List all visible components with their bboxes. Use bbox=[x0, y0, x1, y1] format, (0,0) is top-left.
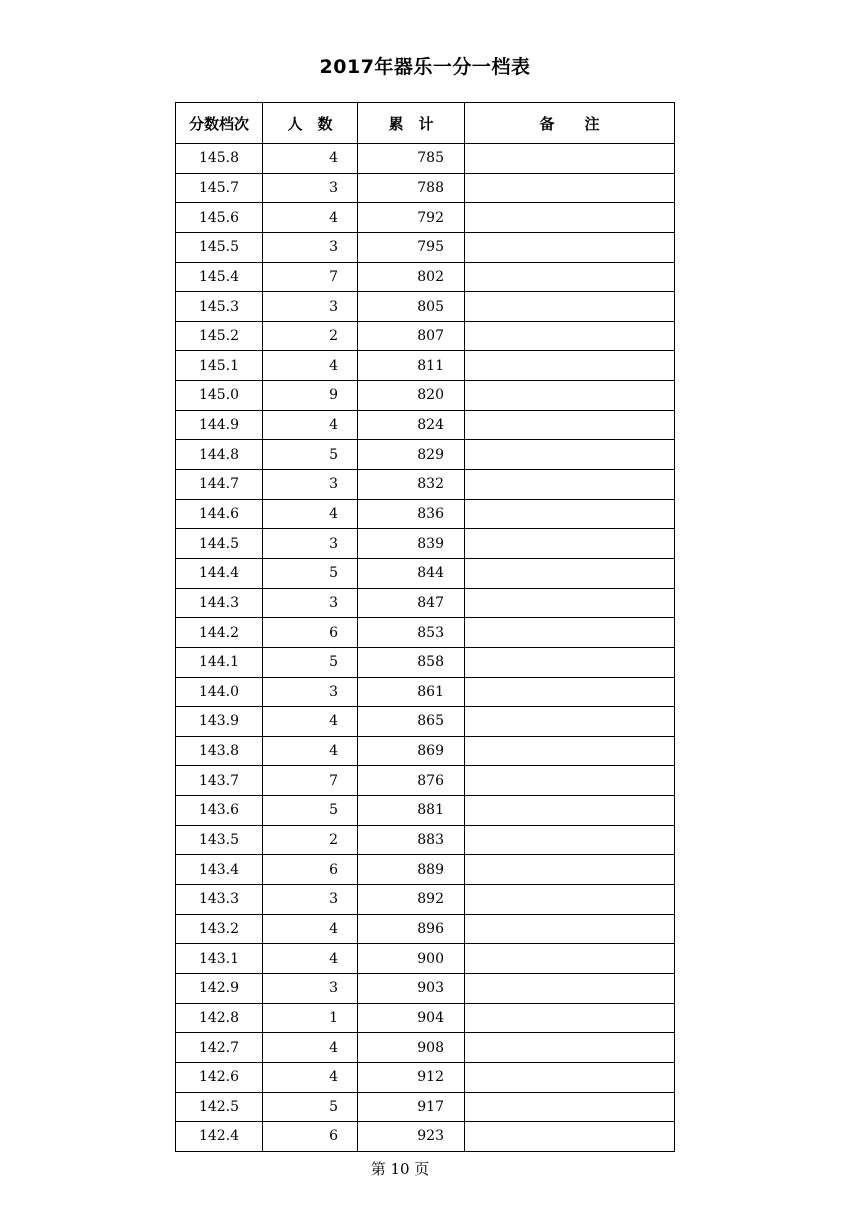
count-cell: 3 bbox=[263, 470, 358, 500]
cumulative-cell: 839 bbox=[358, 529, 465, 559]
count-cell: 2 bbox=[263, 825, 358, 855]
header-count bbox=[263, 103, 358, 144]
table-row bbox=[176, 677, 675, 707]
cumulative-cell: 881 bbox=[358, 796, 465, 826]
note-cell bbox=[465, 647, 675, 677]
count-cell: 6 bbox=[263, 618, 358, 648]
count-cell: 4 bbox=[263, 1062, 358, 1092]
score-cell: 144.6 bbox=[176, 499, 263, 529]
count-cell: 3 bbox=[263, 677, 358, 707]
table-body bbox=[176, 144, 675, 1152]
count-cell: 3 bbox=[263, 973, 358, 1003]
score-cell: 144.3 bbox=[176, 588, 263, 618]
cumulative-cell: 865 bbox=[358, 707, 465, 737]
note-cell bbox=[465, 796, 675, 826]
note-cell bbox=[465, 173, 675, 203]
score-cell: 144.2 bbox=[176, 618, 263, 648]
count-cell: 4 bbox=[263, 707, 358, 737]
score-cell: 143.9 bbox=[176, 707, 263, 737]
note-cell bbox=[465, 1092, 675, 1122]
header-cumulative-label: 累 计 bbox=[388, 114, 434, 133]
cumulative-cell: 836 bbox=[358, 499, 465, 529]
table-row bbox=[176, 1122, 675, 1152]
cumulative-cell: 807 bbox=[358, 321, 465, 351]
table-row bbox=[176, 351, 675, 381]
cumulative-cell: 792 bbox=[358, 203, 465, 233]
count-cell: 3 bbox=[263, 529, 358, 559]
table-row bbox=[176, 499, 675, 529]
table-row bbox=[176, 588, 675, 618]
note-cell bbox=[465, 855, 675, 885]
note-cell bbox=[465, 292, 675, 322]
cumulative-cell: 820 bbox=[358, 381, 465, 411]
header-note-label: 备 注 bbox=[539, 114, 600, 133]
score-cell: 143.8 bbox=[176, 736, 263, 766]
table-row bbox=[176, 825, 675, 855]
note-cell bbox=[465, 766, 675, 796]
note-cell bbox=[465, 440, 675, 470]
cumulative-cell: 904 bbox=[358, 1003, 465, 1033]
table-row bbox=[176, 321, 675, 351]
table-row bbox=[176, 1003, 675, 1033]
header-cumulative bbox=[358, 103, 465, 144]
note-cell bbox=[465, 618, 675, 648]
score-cell: 142.5 bbox=[176, 1092, 263, 1122]
cumulative-cell: 883 bbox=[358, 825, 465, 855]
header-count-label: 人 数 bbox=[287, 114, 333, 133]
cumulative-cell: 889 bbox=[358, 855, 465, 885]
count-cell: 4 bbox=[263, 499, 358, 529]
cumulative-cell: 917 bbox=[358, 1092, 465, 1122]
note-cell bbox=[465, 944, 675, 974]
count-cell: 4 bbox=[263, 944, 358, 974]
note-cell bbox=[465, 1033, 675, 1063]
table-row bbox=[176, 973, 675, 1003]
note-cell bbox=[465, 914, 675, 944]
score-cell: 145.4 bbox=[176, 262, 263, 292]
count-cell: 9 bbox=[263, 381, 358, 411]
table-row bbox=[176, 855, 675, 885]
cumulative-cell: 832 bbox=[358, 470, 465, 500]
note-cell bbox=[465, 499, 675, 529]
note-cell bbox=[465, 588, 675, 618]
cumulative-cell: 824 bbox=[358, 410, 465, 440]
cumulative-cell: 900 bbox=[358, 944, 465, 974]
table-row bbox=[176, 440, 675, 470]
table-row bbox=[176, 796, 675, 826]
table-header bbox=[176, 103, 675, 144]
page-title: 2017年器乐一分一档表 bbox=[319, 56, 531, 78]
table-row bbox=[176, 529, 675, 559]
count-cell: 4 bbox=[263, 410, 358, 440]
count-cell: 4 bbox=[263, 1033, 358, 1063]
score-cell: 143.7 bbox=[176, 766, 263, 796]
cumulative-cell: 829 bbox=[358, 440, 465, 470]
cumulative-cell: 903 bbox=[358, 973, 465, 1003]
note-cell bbox=[465, 1062, 675, 1092]
note-cell bbox=[465, 410, 675, 440]
score-cell: 143.4 bbox=[176, 855, 263, 885]
table-row bbox=[176, 1092, 675, 1122]
score-cell: 142.9 bbox=[176, 973, 263, 1003]
score-cell: 143.2 bbox=[176, 914, 263, 944]
note-cell bbox=[465, 232, 675, 262]
cumulative-cell: 869 bbox=[358, 736, 465, 766]
table-row bbox=[176, 203, 675, 233]
table-row bbox=[176, 292, 675, 322]
note-cell bbox=[465, 321, 675, 351]
score-cell: 142.6 bbox=[176, 1062, 263, 1092]
table-row bbox=[176, 470, 675, 500]
table-row bbox=[176, 558, 675, 588]
note-cell bbox=[465, 381, 675, 411]
cumulative-cell: 844 bbox=[358, 558, 465, 588]
cumulative-cell: 802 bbox=[358, 262, 465, 292]
table-row bbox=[176, 381, 675, 411]
count-cell: 4 bbox=[263, 203, 358, 233]
score-cell: 145.6 bbox=[176, 203, 263, 233]
score-cell: 143.6 bbox=[176, 796, 263, 826]
note-cell bbox=[465, 470, 675, 500]
note-cell bbox=[465, 1003, 675, 1033]
score-cell: 145.5 bbox=[176, 232, 263, 262]
cumulative-cell: 858 bbox=[358, 647, 465, 677]
score-cell: 144.5 bbox=[176, 529, 263, 559]
note-cell bbox=[465, 144, 675, 174]
table-row bbox=[176, 914, 675, 944]
score-cell: 142.8 bbox=[176, 1003, 263, 1033]
table-row bbox=[176, 173, 675, 203]
table-row bbox=[176, 1062, 675, 1092]
count-cell: 3 bbox=[263, 885, 358, 915]
score-cell: 143.5 bbox=[176, 825, 263, 855]
table-row bbox=[176, 262, 675, 292]
cumulative-cell: 896 bbox=[358, 914, 465, 944]
count-cell: 4 bbox=[263, 144, 358, 174]
table-row bbox=[176, 707, 675, 737]
note-cell bbox=[465, 736, 675, 766]
score-cell: 145.8 bbox=[176, 144, 263, 174]
table-row bbox=[176, 736, 675, 766]
cumulative-cell: 892 bbox=[358, 885, 465, 915]
cumulative-cell: 876 bbox=[358, 766, 465, 796]
table-row bbox=[176, 618, 675, 648]
count-cell: 5 bbox=[263, 796, 358, 826]
count-cell: 1 bbox=[263, 1003, 358, 1033]
cumulative-cell: 788 bbox=[358, 173, 465, 203]
table-row bbox=[176, 410, 675, 440]
table-row bbox=[176, 944, 675, 974]
count-cell: 2 bbox=[263, 321, 358, 351]
score-cell: 145.0 bbox=[176, 381, 263, 411]
score-cell: 144.4 bbox=[176, 558, 263, 588]
table-row bbox=[176, 232, 675, 262]
score-cell: 142.7 bbox=[176, 1033, 263, 1063]
cumulative-cell: 923 bbox=[358, 1122, 465, 1152]
score-cell: 143.3 bbox=[176, 885, 263, 915]
score-cell: 145.2 bbox=[176, 321, 263, 351]
note-cell bbox=[465, 707, 675, 737]
score-cell: 144.9 bbox=[176, 410, 263, 440]
score-cell: 144.1 bbox=[176, 647, 263, 677]
cumulative-cell: 861 bbox=[358, 677, 465, 707]
note-cell bbox=[465, 203, 675, 233]
table-row bbox=[176, 144, 675, 174]
score-cell: 144.0 bbox=[176, 677, 263, 707]
cumulative-cell: 805 bbox=[358, 292, 465, 322]
note-cell bbox=[465, 351, 675, 381]
score-cell: 143.1 bbox=[176, 944, 263, 974]
count-cell: 5 bbox=[263, 1092, 358, 1122]
table-row bbox=[176, 1033, 675, 1063]
count-cell: 3 bbox=[263, 292, 358, 322]
count-cell: 6 bbox=[263, 1122, 358, 1152]
cumulative-cell: 847 bbox=[358, 588, 465, 618]
count-cell: 4 bbox=[263, 351, 358, 381]
header-row bbox=[176, 103, 675, 144]
page-number: 第 10 页 bbox=[370, 1160, 430, 1178]
score-table bbox=[175, 102, 675, 1152]
cumulative-cell: 853 bbox=[358, 618, 465, 648]
note-cell bbox=[465, 973, 675, 1003]
count-cell: 6 bbox=[263, 855, 358, 885]
count-cell: 3 bbox=[263, 588, 358, 618]
count-cell: 4 bbox=[263, 736, 358, 766]
cumulative-cell: 908 bbox=[358, 1033, 465, 1063]
score-cell: 145.7 bbox=[176, 173, 263, 203]
table-row bbox=[176, 647, 675, 677]
table-row bbox=[176, 766, 675, 796]
cumulative-cell: 811 bbox=[358, 351, 465, 381]
count-cell: 7 bbox=[263, 766, 358, 796]
count-cell: 7 bbox=[263, 262, 358, 292]
note-cell bbox=[465, 529, 675, 559]
count-cell: 4 bbox=[263, 914, 358, 944]
note-cell bbox=[465, 1122, 675, 1152]
score-cell: 145.3 bbox=[176, 292, 263, 322]
count-cell: 5 bbox=[263, 647, 358, 677]
header-note bbox=[465, 103, 675, 144]
table-row bbox=[176, 885, 675, 915]
count-cell: 3 bbox=[263, 173, 358, 203]
note-cell bbox=[465, 885, 675, 915]
count-cell: 3 bbox=[263, 232, 358, 262]
score-cell: 144.8 bbox=[176, 440, 263, 470]
note-cell bbox=[465, 558, 675, 588]
note-cell bbox=[465, 262, 675, 292]
cumulative-cell: 785 bbox=[358, 144, 465, 174]
score-cell: 142.4 bbox=[176, 1122, 263, 1152]
score-cell: 144.7 bbox=[176, 470, 263, 500]
cumulative-cell: 912 bbox=[358, 1062, 465, 1092]
header-score-label: 分数档次 bbox=[188, 114, 249, 133]
count-cell: 5 bbox=[263, 558, 358, 588]
score-cell: 145.1 bbox=[176, 351, 263, 381]
cumulative-cell: 795 bbox=[358, 232, 465, 262]
count-cell: 5 bbox=[263, 440, 358, 470]
note-cell bbox=[465, 677, 675, 707]
note-cell bbox=[465, 825, 675, 855]
header-score bbox=[176, 103, 263, 144]
